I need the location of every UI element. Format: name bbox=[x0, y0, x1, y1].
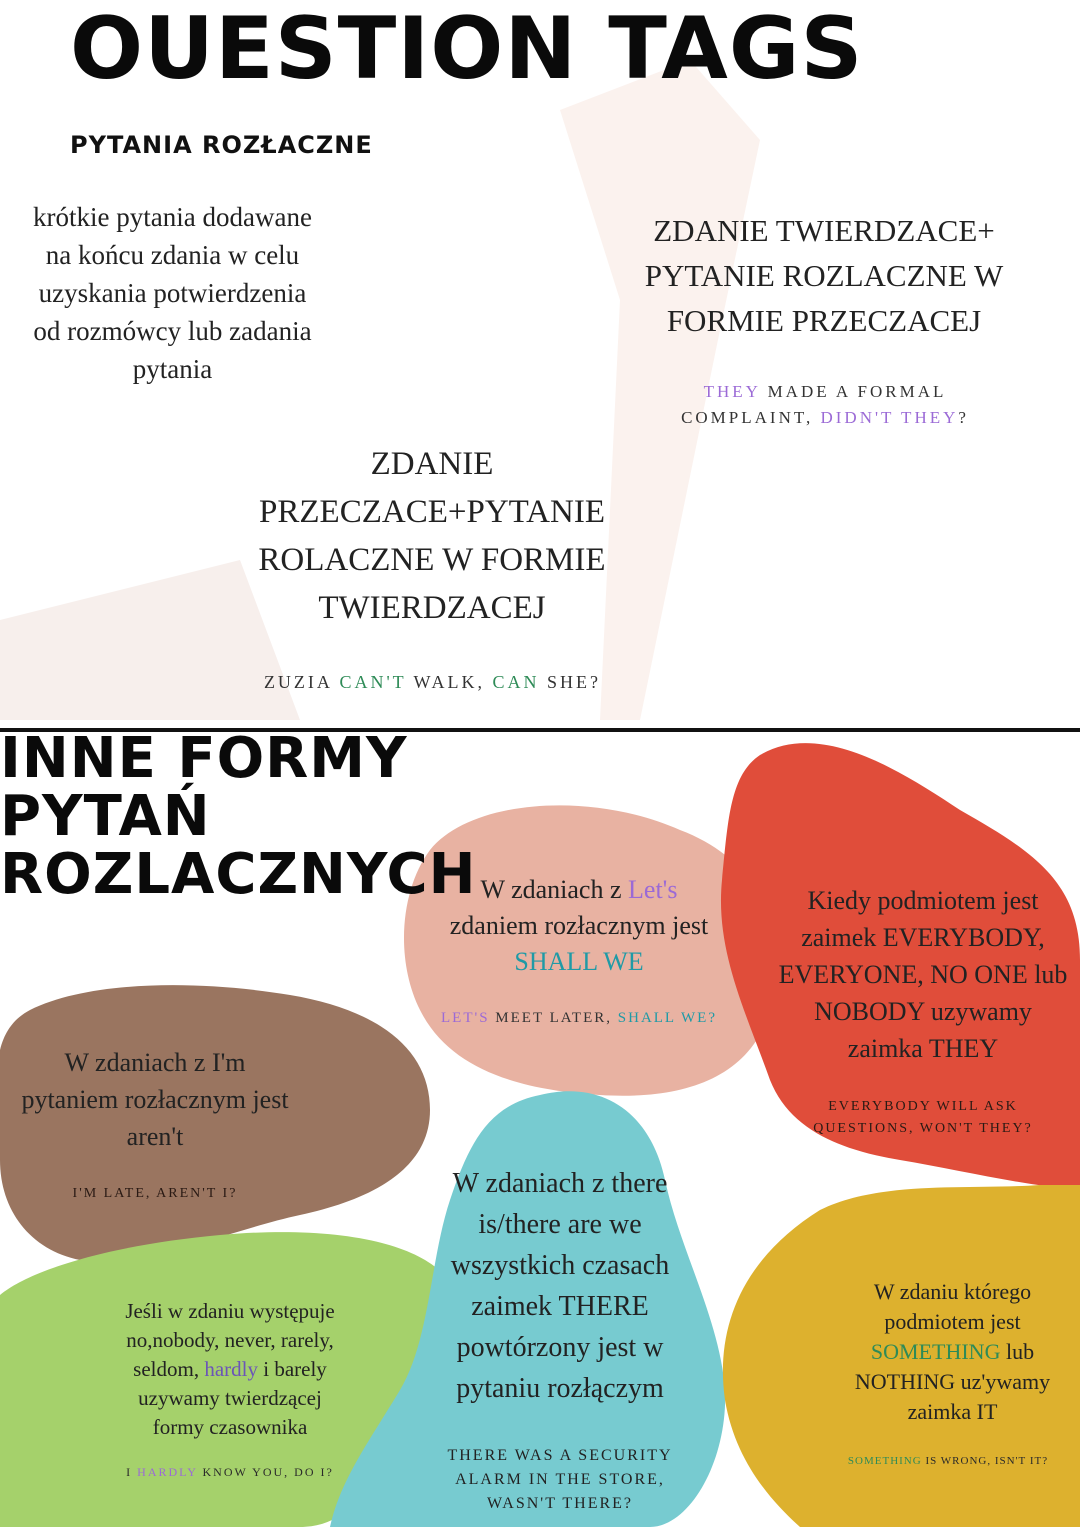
blob-line: EVERYONE, NO ONE lub bbox=[778, 960, 1068, 989]
section-title-line: ROZLACZNYCH bbox=[0, 842, 477, 907]
rule-line: TWIERDZACEJ bbox=[318, 590, 546, 626]
example-text: MADE A FORMAL bbox=[760, 382, 947, 401]
intro-line: na końcu zdania w celu bbox=[45, 240, 300, 270]
highlight-something: SOMETHING bbox=[870, 1339, 1001, 1364]
blob-line: no,nobody, never, rarely, bbox=[126, 1328, 334, 1352]
example-line: ALARM IN THE STORE, bbox=[455, 1471, 665, 1488]
blob-line: SOMETHING lub bbox=[870, 1339, 1035, 1364]
section-title-line: PYTAŃ bbox=[0, 784, 211, 849]
section-title-line: INNE FORMY bbox=[0, 726, 408, 791]
blob-there-text bbox=[420, 1163, 700, 1409]
example-line: THERE WAS A SECURITY bbox=[447, 1447, 673, 1464]
intro-definition bbox=[0, 198, 345, 388]
intro-line: od rozmówcy lub zadania bbox=[33, 316, 312, 346]
blob-im-example: I'M LATE, AREN'T I? bbox=[72, 1186, 238, 1201]
example-text: KNOW YOU, DO I? bbox=[197, 1465, 334, 1479]
blob-line: podmiotem jest bbox=[884, 1309, 1021, 1334]
intro-line: krótkie pytania dodawane bbox=[33, 202, 312, 232]
highlight-shall-we: SHALL WE bbox=[514, 947, 644, 976]
blob-lets-example bbox=[420, 1010, 738, 1027]
example-affirmative bbox=[640, 379, 1010, 431]
blob-line: formy czasownika bbox=[152, 1415, 308, 1439]
blob-line: is/there are we bbox=[478, 1209, 642, 1240]
blob-line: zaimka THEY bbox=[847, 1034, 999, 1063]
blob-something-text bbox=[830, 1277, 1075, 1427]
example-highlight: SHALL WE? bbox=[617, 1010, 717, 1026]
rule-affirmative bbox=[632, 208, 1016, 343]
rule-line: ZDANIE bbox=[370, 446, 494, 482]
section-title bbox=[0, 726, 477, 907]
blob-lets-text bbox=[420, 872, 738, 980]
highlight-hardly: hardly bbox=[204, 1357, 258, 1381]
example-text: WALK, bbox=[406, 672, 493, 692]
example-text: IS WRONG, ISN'T IT? bbox=[921, 1455, 1049, 1467]
rule-line: ZDANIE TWIERDZACE+ bbox=[653, 213, 995, 248]
intro-line: uzyskania potwierdzenia bbox=[38, 278, 307, 308]
blob-line: powtórzony jest w bbox=[456, 1332, 664, 1363]
rule-line: ROLACZNE W FORMIE bbox=[258, 542, 606, 578]
blob-line: Kiedy podmiotem jest bbox=[807, 886, 1039, 915]
blob-im-text bbox=[0, 1044, 310, 1155]
example-highlight: CAN'T bbox=[339, 672, 407, 692]
example-negative bbox=[210, 672, 655, 693]
example-highlight: CAN bbox=[492, 672, 540, 692]
blob-line: W zdaniu którego bbox=[873, 1279, 1032, 1304]
blob-line: uzywamy twierdzącej bbox=[138, 1386, 322, 1410]
blob-line: zaimek THERE bbox=[471, 1291, 649, 1322]
example-highlight: LET'S bbox=[441, 1010, 490, 1026]
example-text: I bbox=[126, 1465, 138, 1479]
blob-line: zaimka IT bbox=[907, 1399, 998, 1424]
example-text: SHE? bbox=[539, 672, 602, 692]
rule-line: PRZECZACE+PYTANIE bbox=[259, 494, 605, 530]
blob-line: Jeśli w zdaniu występuje bbox=[125, 1299, 335, 1323]
blob-line: zdaniem rozłacznym jest bbox=[449, 911, 709, 940]
blob-line: W zdaniach z I'm bbox=[64, 1048, 246, 1077]
blob-line: seldom, hardly i barely bbox=[133, 1357, 327, 1381]
blob-line: zaimek EVERYBODY, bbox=[801, 923, 1045, 952]
example-line: QUESTIONS, WON'T THEY? bbox=[813, 1121, 1033, 1136]
example-text: COMPLAINT, bbox=[681, 408, 821, 427]
example-highlight: THEY bbox=[703, 382, 761, 401]
blob-negwords-example bbox=[110, 1465, 350, 1480]
example-text: ? bbox=[958, 408, 969, 427]
blob-line: W zdaniach z there bbox=[452, 1168, 668, 1199]
example-highlight: DIDN'T THEY bbox=[820, 408, 959, 427]
blob-something-example bbox=[818, 1455, 1078, 1467]
example-highlight: HARDLY bbox=[137, 1465, 198, 1479]
example-text: MEET LATER, bbox=[489, 1010, 618, 1026]
blob-line: NOTHING uz'ywamy bbox=[854, 1369, 1051, 1394]
blob-negwords-text bbox=[95, 1297, 365, 1442]
rule-line: PYTANIE ROZLACZNE W bbox=[644, 258, 1004, 293]
example-highlight: SOMETHING bbox=[847, 1455, 922, 1467]
blob-line: W zdaniach z Let's bbox=[480, 875, 678, 904]
blob-everybody-text bbox=[768, 882, 1078, 1067]
page-subtitle: PYTANIA ROZŁACZNE bbox=[70, 131, 373, 159]
intro-line: pytania bbox=[132, 354, 213, 384]
blob-there-example bbox=[420, 1444, 700, 1516]
blob-line: pytaniem rozłacznym jest bbox=[21, 1085, 289, 1114]
page-title: OUESTION TAGS bbox=[70, 0, 864, 99]
blob-everybody-example bbox=[778, 1096, 1068, 1140]
blob-line: wszystkich czasach bbox=[450, 1250, 670, 1281]
rule-line: FORMIE PRZECZACEJ bbox=[666, 303, 982, 338]
example-line: EVERYBODY WILL ASK bbox=[828, 1099, 1018, 1114]
example-line: WASN'T THERE? bbox=[486, 1495, 634, 1512]
highlight-lets: Let's bbox=[628, 875, 678, 904]
rule-negative bbox=[232, 440, 632, 632]
example-text: ZUZIA bbox=[263, 672, 340, 692]
blob-line: NOBODY uzywamy bbox=[814, 997, 1032, 1026]
blob-line: pytaniu rozłączym bbox=[456, 1373, 664, 1404]
blob-line: aren't bbox=[126, 1122, 184, 1151]
